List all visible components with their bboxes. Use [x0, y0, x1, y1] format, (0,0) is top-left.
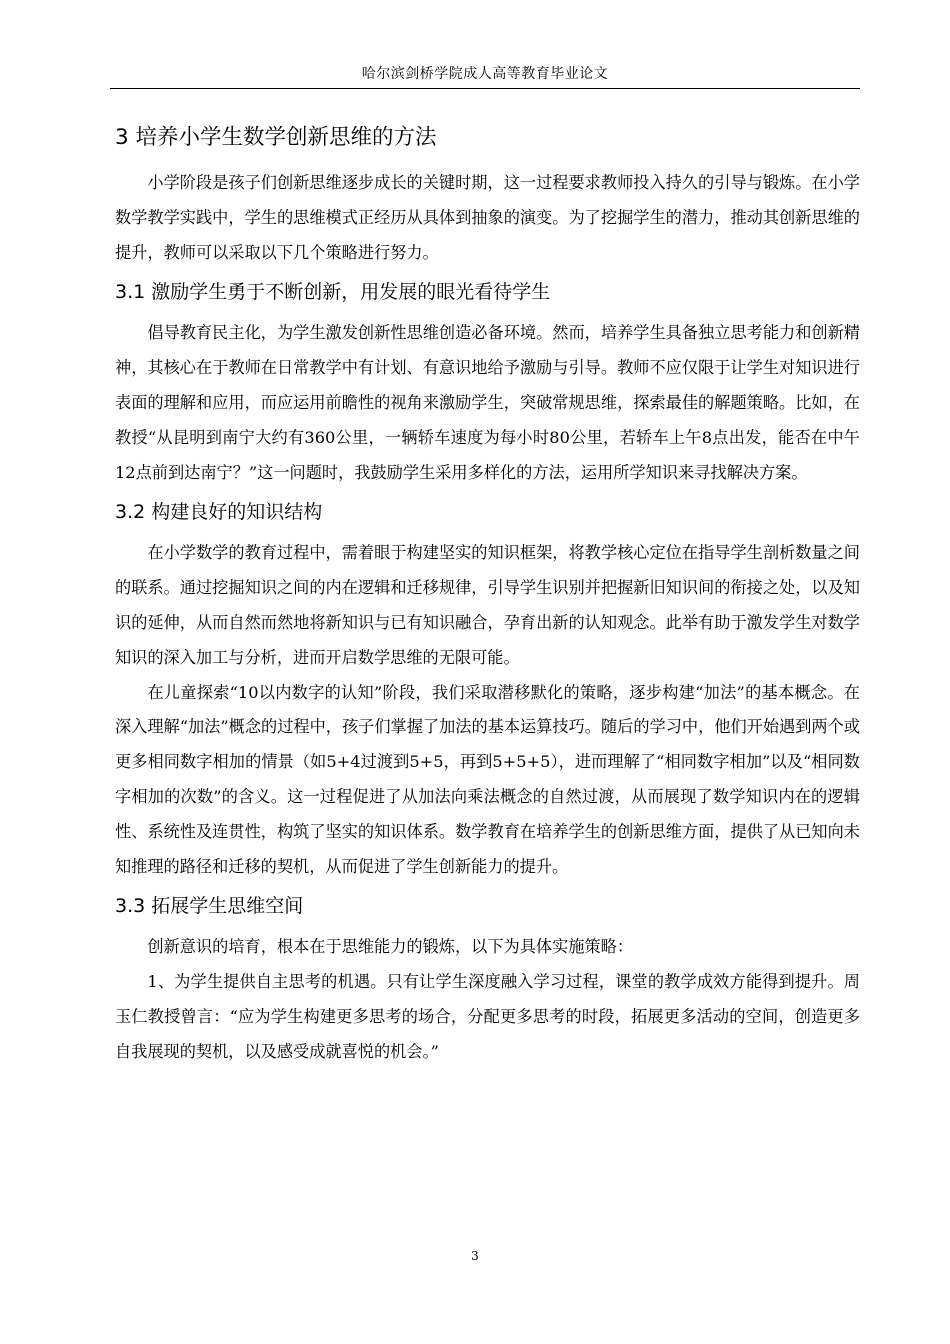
page-number: 3 — [471, 1249, 479, 1263]
section-3-1-heading: 3.1 激励学生勇于不断创新，用发展的眼光看待学生 — [115, 281, 551, 304]
section-3-2-paragraph-2: 在儿童探索“10以内数字的认知”阶段，我们采取潜移默化的策略，逐步构建“加法”的基本概念。在深入理解“加法”概念的过程中，孩子们掌握了加法的基本运算技巧。随后的学习中，他们开始遇到两个或更多相同数字相加的情景（如5+4过渡到5+5，再到5+5+5），进而理解了“相同数字相加”以及“相同数字相加的次数”的含义。这一过程促进了从加法向乘法概念的自然过渡，从而展现了数学知识内在的逻辑性、系统性及连贯性，构筑了坚实的知识体系。数学教育在培养学生的创新思维方面，提供了从已知向未知推理的路径和迁移的契机，从而促进了学生创新能力的提升。 — [115, 682, 860, 876]
section-3-2-heading: 3.2 构建良好的知识结构 — [115, 501, 323, 524]
section-3-2-paragraph-1: 在小学数学的教育过程中，需着眼于构建坚实的知识框架，将教学核心定位在指导学生剖析数量之间的联系。通过挖掘知识之间的内在逻辑和迁移规律，引导学生识别并把握新旧知识间的衔接之处，以及知识的延伸，从而自然而然地将新知识与已有知识融合，孕育出新的认知观念。此举有助于激发学生对数学知识的深入加工与分析，进而开启数学思维的无限可能。 — [115, 543, 860, 667]
page-body — [115, 118, 860, 1070]
section-3-heading: 3 培养小学生数学创新思维的方法 — [115, 125, 437, 150]
section-3-paragraph: 小学阶段是孩子们创新思维逐步成长的关键时期，这一过程要求教师投入持久的引导与锻炼。在小学数学教学实践中，学生的思维模式正经历从具体到抽象的演变。为了挖掘学生的潜力，推动其创新思维的提升，教师可以采取以下几个策略进行努力。 — [115, 173, 860, 262]
section-3-3-paragraph-1: 创新意识的培育，根本在于思维能力的锻炼，以下为具体实施策略： — [147, 937, 634, 957]
header-divider — [110, 88, 860, 89]
section-3-3-paragraph-2: 1、为学生提供自主思考的机遇。只有让学生深度融入学习过程，课堂的教学成效方能得到提升。周玉仁教授曾言：“应为学生构建更多思考的场合，分配更多思考的时段，拓展更多活动的空间，创造更多自我展现的契机，以及感受成就喜悦的机会。” — [115, 972, 860, 1061]
section-3-3-heading: 3.3 拓展学生思维空间 — [115, 895, 304, 918]
running-header: 哈尔滨剑桥学院成人高等教育毕业论文 — [361, 66, 609, 82]
section-3-1-paragraph: 倡导教育民主化，为学生激发创新性思维创造必备环境。然而，培养学生具备独立思考能力和创新精神，其核心在于教师在日常教学中有计划、有意识地给予激励与引导。教师不应仅限于让学生对知识进行表面的理解和应用，而应运用前瞻性的视角来激励学生，突破常规思维，探索最佳的解题策略。比如，在教授“从昆明到南宁大约有360公里，一辆轿车速度为每小时80公里，若轿车上午8点出发，能否在中午12点前到达南宁？”这一问题时，我鼓励学生采用多样化的方法，运用所学知识来寻找解决方案。 — [115, 323, 860, 482]
